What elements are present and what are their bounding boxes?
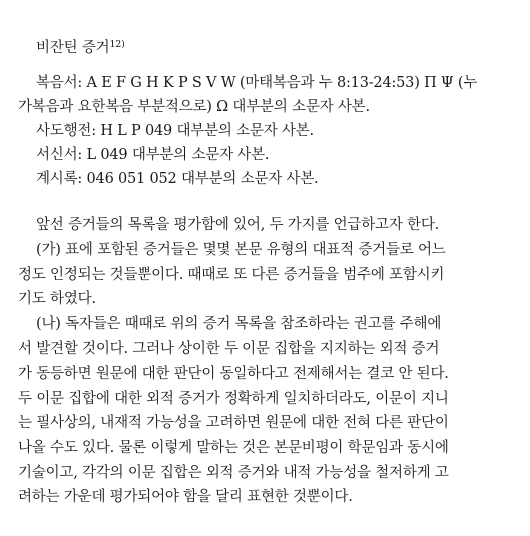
witness-acts: 사도행전: H L P 049 대부분의 소문자 사본. [36,123,314,139]
heading-text: 비잔틴 증거 [36,40,110,56]
witness-gospels-line-2: 가복음과 요한복음 부분적으로) Ω 대부분의 소문자 사본. [18,99,370,115]
footnote-marker: 12) [109,39,125,50]
body-line: 서 발견할 것이다. 그러나 상이한 두 이문 집합을 지지하는 외적 증거 [18,341,440,357]
witness-gospels-line-1: 복음서: A E F G H K P S V W (마태복음과 누 8:13-24:53) Π Ψ (누 [36,75,478,91]
body-line: 정도 인정되는 것들뿐이다. 때때로 또 다른 증거들을 범주에 포함시키 [18,267,445,283]
body-line: (나) 독자들은 때때로 위의 증거 목록을 참조하라는 권고를 주해에 [36,316,442,332]
witness-revelation: 계시록: 046 051 052 대부분의 소문자 사본. [36,171,319,187]
body-line: 나올 수도 있다. 물론 이렇게 말하는 것은 본문비평이 학문임과 동시에 [18,440,449,456]
body-line: 기도 하였다. [18,291,96,307]
body-line: 앞선 증거들의 목록을 평가함에 있어, 두 가지를 언급하고자 한다. [36,217,440,233]
body-line: 기술이고, 각각의 이문 집합은 외적 증거와 내적 가능성을 철저하게 고 [18,465,449,481]
body-line: 려하는 가운데 평가되어야 함을 달리 표현한 것뿐이다. [18,489,353,505]
body-line: 두 이문 집합에 대한 외적 증거가 정확하게 일치하더라도, 이문이 지니 [18,391,449,407]
witness-epistles: 서신서: L 049 대부분의 소문자 사본. [36,147,270,163]
body-line: (가) 표에 포함된 증거들은 몇몇 본문 유형의 대표적 증거들로 어느 [36,242,446,258]
body-line: 가 동등하면 원문에 대한 판단이 동일하다고 전제해서는 결코 안 된다. [18,366,449,382]
section-heading [36,34,125,59]
body-line: 는 필사상의, 내재적 가능성을 고려하면 원문에 대한 전혀 다른 판단이 [18,415,449,431]
